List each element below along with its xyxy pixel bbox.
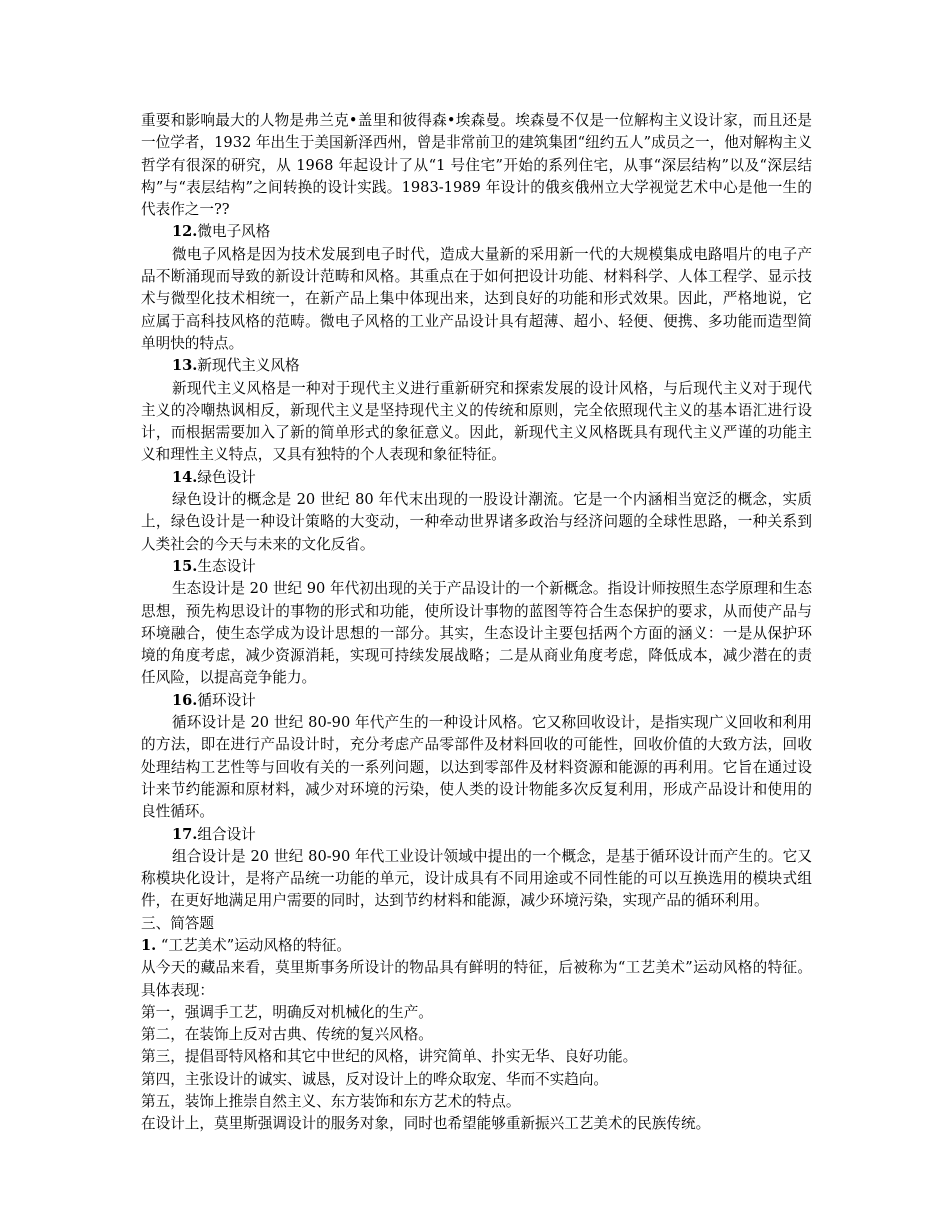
- section-title: 组合设计: [197, 825, 256, 843]
- answer-intro: 从今天的藏品来看，莫里斯事务所设计的物品具有鲜明的特征，后被称为“工艺美术”运动风格的特征。具体表现：: [141, 959, 812, 999]
- answer-point: 第三，提倡哥特风格和其它中世纪的风格，讲究简单、扑实无华、良好功能。: [141, 1048, 638, 1066]
- section-number: 16.: [172, 691, 198, 709]
- answer-point: 第一，强调手工艺，明确反对机械化的生产。: [141, 1003, 433, 1021]
- section-body-13: 新现代主义风格是一种对于现代主义进行重新研究和探索发展的设计风格，与后现代主义对于现代主义的冷嘲热讽相反，新现代主义是坚持现代主义的传统和原则，完全依照现代主义的基本语汇进行设计，而根据需要加入了新的简单形式的象征意义。因此，新现代主义风格既具有现代主义严谨的功能主义和理性主义特点，又具有独特的个人表现和象征特征。: [141, 379, 812, 464]
- question-title: “工艺美术”运动风格的特征。: [160, 936, 351, 954]
- section-number: 15.: [172, 557, 198, 575]
- section-body-15: 生态设计是 20 世纪 90 年代初出现的关于产品设计的一个新概念。指设计师按照生态学原理和生态思想，预先构思设计的事物的形式和功能，使所设计事物的蓝图等符合生态保护的要求，从而使产品与环境融合，使生态学成为设计思想的一部分。其实，生态设计主要包括两个方面的涵义：一是从保护环境的角度考虑，减少资源消耗，实现可持续发展战略；二是从商业角度考虑，降低成本，减少潜在的责任风险，以提高竞争能力。: [141, 580, 812, 687]
- section-number: 14.: [172, 468, 198, 486]
- intro-paragraph: 重要和影响最大的人物是弗兰克•盖里和彼得森•埃森曼。埃森曼不仅是一位解构主义设计家，而且还是一位学者，1932 年出生于美国新泽西州，曾是非常前卫的建筑集团“纽约五人”成员之一，他对解构主义哲学有很深的研究，从 1968 年起设计了从“1 号住宅”开始的系列住宅，从事“深层结构”以及“深层结构”与“表层结构”之间转换的设计实践。1983-1989 年设计的俄亥俄州立大学视觉艺术中心是他一生的代表作之一??: [141, 112, 812, 219]
- question-heading: [141, 935, 812, 957]
- answer-point: 第二，在装饰上反对古典、传统的复兴风格。: [141, 1026, 433, 1044]
- section-number: 12.: [172, 223, 198, 241]
- section-body-14: 绿色设计的概念是 20 世纪 80 年代末出现的一股设计潮流。它是一个内涵相当宽泛的概念，实质上，绿色设计是一种设计策略的大变动，一种牵动世界诸多政治与经济问题的全球性思路，一种关系到人类社会的今天与未来的文化反省。: [141, 491, 812, 553]
- section-heading-16: [141, 690, 812, 712]
- section-body-12: 微电子风格是因为技术发展到电子时代，造成大量新的采用新一代的大规模集成电路唱片的电子产品不断涌现而导致的新设计范畴和风格。其重点在于如何把设计功能、材料科学、人体工程学、显示技术与微型化技术相统一，在新产品上集中体现出来，达到良好的功能和形式效果。因此，严格地说，它应属于高科技风格的范畴。微电子风格的工业产品设计具有超薄、超小、轻便、便携、多功能而造型简单明快的特点。: [141, 245, 812, 352]
- question-number: 1.: [141, 936, 157, 954]
- section-heading-12: [141, 221, 812, 243]
- section-title: 循环设计: [197, 691, 256, 709]
- answer-point: 第四，主张设计的诚实、诚恳，反对设计上的哗众取宠、华而不实趋向。: [141, 1070, 609, 1088]
- document-body: [141, 110, 812, 1136]
- section-heading-17: [141, 824, 812, 846]
- section-body-17: 组合设计是 20 世纪 80-90 年代工业设计领域中提出的一个概念，是基于循环设计而产生的。它又称模块化设计，是将产品统一功能的单元，设计成具有不同用途或不同性能的可以互换选用的模块式组件，在更好地满足用户需要的同时，达到节约材料和能源，减少环境污染，实现产品的循环利用。: [141, 847, 812, 910]
- section-heading-14: [141, 467, 812, 489]
- answer-point: 第五，装饰上推崇自然主义、东方装饰和东方艺术的特点。: [141, 1093, 521, 1111]
- section-number: 13.: [172, 357, 198, 375]
- section-title: 绿色设计: [197, 468, 256, 486]
- section-title: 生态设计: [197, 557, 256, 575]
- section-heading-15: [141, 556, 812, 578]
- section-heading-13: [141, 355, 812, 377]
- part-heading: 三、简答题: [141, 914, 214, 932]
- answer-conclusion: 在设计上，莫里斯强调设计的服务对象，同时也希望能够重新振兴工艺美术的民族传统。: [141, 1115, 711, 1133]
- section-title: 新现代主义风格: [197, 357, 300, 375]
- section-number: 17.: [172, 825, 198, 843]
- section-title: 微电子风格: [197, 223, 271, 241]
- section-body-16: 循环设计是 20 世纪 80-90 年代产生的一种设计风格。它又称回收设计，是指实现广义回收和利用的方法，即在进行产品设计时，充分考虑产品零部件及材料回收的可能性，回收价值的大致方法，回收处理结构工艺性等与回收有关的一系列问题，以达到零部件及材料资源和能源的再利用。它旨在通过设计来节约能源和原材料，减少对环境的污染，使人类的设计物能多次反复利用，形成产品设计和使用的良性循环。: [141, 714, 812, 821]
